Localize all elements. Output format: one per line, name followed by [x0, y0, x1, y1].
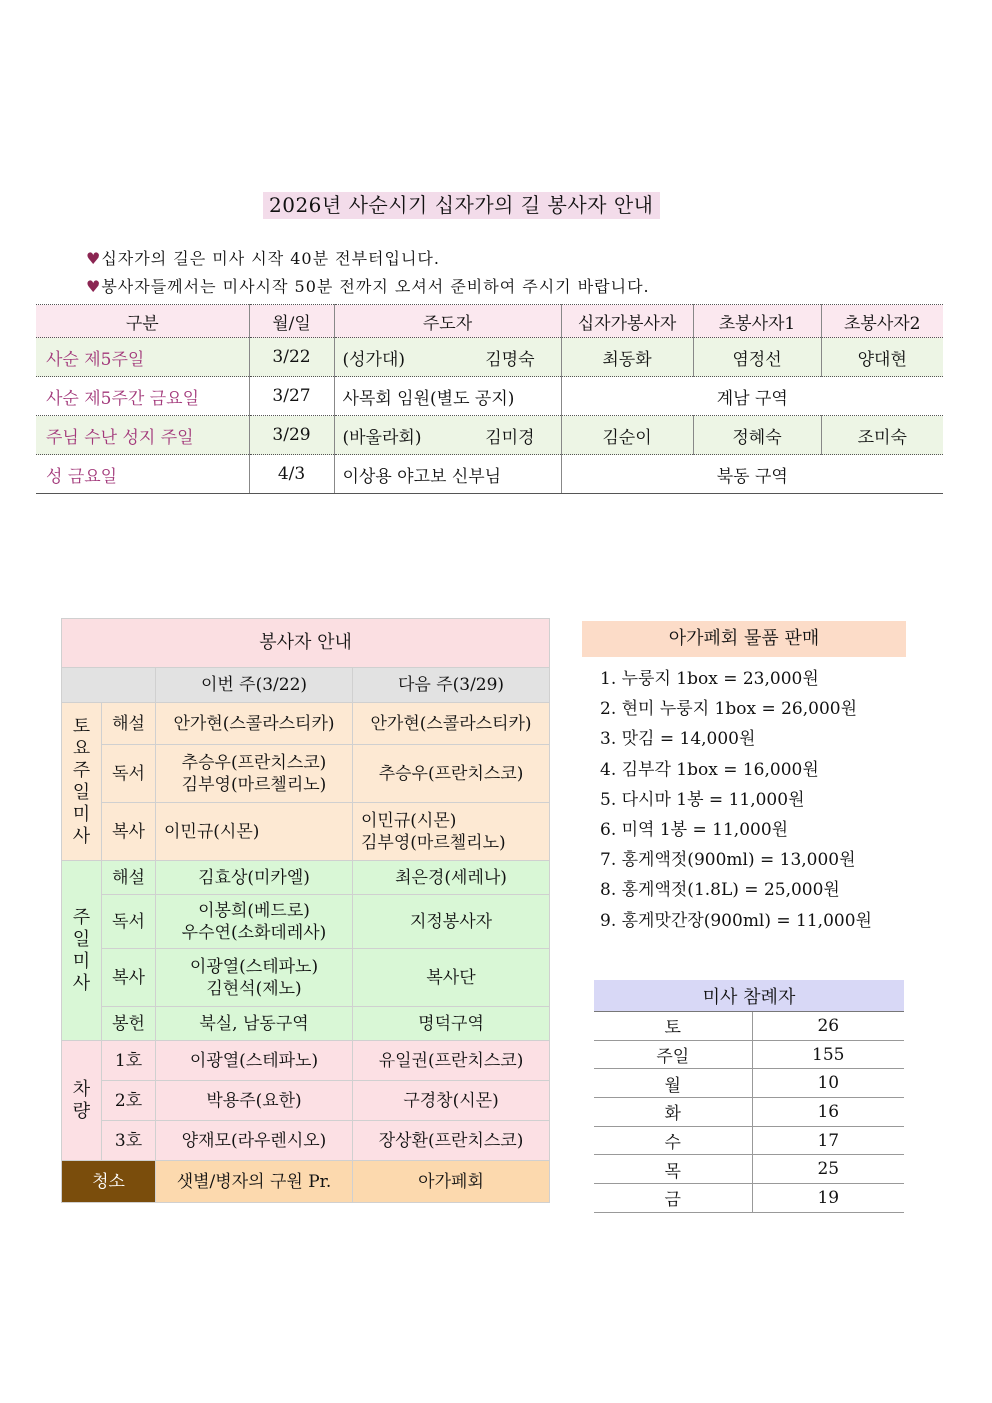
schedule-name: 사순 제5주간 금요일 — [36, 377, 249, 416]
schedule-cross: 최동화 — [561, 338, 693, 377]
schedule-header-row — [36, 305, 943, 338]
this-week-volunteer: 이민규(시몬) — [156, 803, 353, 861]
this-week-driver: 양재모(라우렌시오) — [156, 1121, 353, 1161]
heart-icon: ♥ — [86, 249, 102, 268]
attendance-count: 155 — [752, 1040, 904, 1069]
next-week-volunteer: 안가현(스콜라스티카) — [353, 703, 550, 745]
attendance-count: 10 — [752, 1069, 904, 1098]
notice-1 — [86, 246, 440, 269]
list-item: 7. 홍게액젓(900ml) = 13,000원 — [600, 850, 856, 871]
this-week-volunteer: 안가현(스콜라스티카) — [156, 703, 353, 745]
this-week-volunteer: 이광열(스테파노) 김현석(제노) — [156, 949, 353, 1007]
attendance-day: 목 — [594, 1155, 752, 1184]
table-row — [594, 1012, 904, 1041]
attendance-day: 토 — [594, 1012, 752, 1041]
leader-name: 김명숙 — [485, 349, 535, 370]
schedule-candle2: 양대현 — [821, 338, 943, 377]
notice-2-text: 봉사자들께서는 미사시작 50분 전까지 오셔서 준비하여 주시기 바랍니다. — [101, 277, 650, 296]
this-week-driver: 이광열(스테파노) — [156, 1041, 353, 1081]
table-row — [36, 455, 943, 494]
schedule-name: 성 금요일 — [36, 455, 249, 494]
this-week-volunteer: 이봉희(베드로) 우수연(소화데레사) — [156, 895, 353, 949]
notice-1-text: 십자가의 길은 미사 시작 40분 전부터입니다. — [101, 249, 440, 268]
schedule-cross: 김순이 — [561, 416, 693, 455]
car-number: 1호 — [102, 1041, 156, 1081]
next-week-volunteer: 복사단 — [353, 949, 550, 1007]
leader-name: 김미경 — [485, 427, 535, 448]
schedule-candle2: 조미숙 — [821, 416, 943, 455]
table-row — [594, 1126, 904, 1155]
schedule-leader: 이상용 야고보 신부님 — [334, 455, 561, 494]
attendance-table — [594, 980, 904, 1213]
role-label: 봉헌 — [102, 1007, 156, 1041]
schedule-candle1: 정혜숙 — [693, 416, 821, 455]
table-row — [594, 1098, 904, 1127]
next-week-volunteer: 최은경(세레나) — [353, 861, 550, 895]
header-category: 구분 — [36, 305, 249, 338]
header-candle1: 초봉사자1 — [693, 305, 821, 338]
list-item: 4. 김부각 1box = 16,000원 — [600, 759, 819, 780]
heart-icon: ♥ — [86, 277, 102, 296]
role-label: 복사 — [102, 803, 156, 861]
saturday-mass-label: 토 요 주 일 미 사 — [62, 703, 102, 861]
attendance-day: 월 — [594, 1069, 752, 1098]
schedule-assigned-area: 북동 구역 — [561, 455, 943, 494]
next-week-driver: 구경창(시몬) — [353, 1081, 550, 1121]
schedule-name: 사순 제5주일 — [36, 338, 249, 377]
next-week-volunteer: 지정봉사자 — [353, 895, 550, 949]
attendance-day: 주일 — [594, 1040, 752, 1069]
schedule-table — [36, 304, 943, 494]
schedule-assigned-area: 계남 구역 — [561, 377, 943, 416]
list-item: 1. 누룽지 1box = 23,000원 — [600, 669, 819, 689]
schedule-name: 주님 수난 성지 주일 — [36, 416, 249, 455]
car-number: 3호 — [102, 1121, 156, 1161]
schedule-leader — [334, 338, 561, 377]
table-row — [594, 1069, 904, 1098]
schedule-leader: 사목회 임원(별도 공지) — [334, 377, 561, 416]
list-item: 6. 미역 1봉 = 11,000원 — [600, 819, 789, 840]
header-date: 월/일 — [249, 305, 334, 338]
this-week-volunteer: 김효상(미카엘) — [156, 861, 353, 895]
schedule-date: 3/22 — [249, 338, 334, 377]
schedule-leader — [334, 416, 561, 455]
list-item: 2. 현미 누룽지 1box = 26,000원 — [600, 699, 858, 720]
table-row — [594, 1155, 904, 1184]
this-week-driver: 박용주(요한) — [156, 1081, 353, 1121]
sunday-mass-label: 주 일 미 사 — [62, 861, 102, 1041]
car-number: 2호 — [102, 1081, 156, 1121]
volunteer-title: 봉사자 안내 — [62, 619, 550, 668]
schedule-candle1: 염정선 — [693, 338, 821, 377]
sales-title: 아가페회 물품 판매 — [582, 621, 906, 657]
attendance-count: 25 — [752, 1155, 904, 1184]
role-label: 복사 — [102, 949, 156, 1007]
table-row — [36, 416, 943, 455]
this-week-volunteer: 북실, 남동구역 — [156, 1007, 353, 1041]
col-next-week: 다음 주(3/29) — [353, 668, 550, 703]
role-label: 독서 — [102, 895, 156, 949]
next-week-driver: 유일권(프란치스코) — [353, 1041, 550, 1081]
next-week-driver: 장상환(프란치스코) — [353, 1121, 550, 1161]
list-item: 5. 다시마 1봉 = 11,000원 — [600, 789, 805, 810]
volunteer-corner — [62, 668, 156, 703]
list-item: 3. 맛김 = 14,000원 — [600, 729, 756, 750]
attendance-day: 화 — [594, 1098, 752, 1127]
header-cross: 십자가봉사자 — [561, 305, 693, 338]
schedule-date: 4/3 — [249, 455, 334, 494]
table-row — [36, 377, 943, 416]
header-candle2: 초봉사자2 — [821, 305, 943, 338]
notice-2 — [86, 274, 650, 297]
attendance-day: 금 — [594, 1184, 752, 1213]
attendance-day: 수 — [594, 1126, 752, 1155]
role-label: 해설 — [102, 703, 156, 745]
schedule-date: 3/27 — [249, 377, 334, 416]
next-week-volunteer: 추승우(프란치스코) — [353, 745, 550, 803]
attendance-title: 미사 참례자 — [594, 980, 904, 1012]
header-leader: 주도자 — [334, 305, 561, 338]
car-label: 차 량 — [62, 1041, 102, 1161]
col-this-week: 이번 주(3/22) — [156, 668, 353, 703]
attendance-count: 26 — [752, 1012, 904, 1041]
this-week-volunteer: 추승우(프란치스코) 김부영(마르첼리노) — [156, 745, 353, 803]
cleaning-next-week: 아가페회 — [353, 1161, 550, 1203]
next-week-volunteer: 이민규(시몬) 김부영(마르첼리노) — [353, 803, 550, 861]
table-row — [594, 1184, 904, 1213]
role-label: 해설 — [102, 861, 156, 895]
role-label: 독서 — [102, 745, 156, 803]
table-row — [36, 338, 943, 377]
volunteer-table — [61, 618, 550, 1203]
leader-group: (성가대) — [342, 349, 406, 370]
leader-group: (바울라회) — [342, 427, 422, 448]
attendance-count: 16 — [752, 1098, 904, 1127]
cleaning-this-week: 샛별/병자의 구원 Pr. — [156, 1161, 353, 1203]
sales-list — [600, 664, 872, 936]
next-week-volunteer: 명덕구역 — [353, 1007, 550, 1041]
attendance-count: 17 — [752, 1126, 904, 1155]
table-row — [594, 1040, 904, 1069]
attendance-count: 19 — [752, 1184, 904, 1213]
page-title: 2026년 사순시기 십자가의 길 봉사자 안내 — [263, 192, 660, 219]
schedule-date: 3/29 — [249, 416, 334, 455]
list-item: 9. 홍게맛간장(900ml) = 11,000원 — [600, 910, 872, 931]
cleaning-label: 청소 — [62, 1161, 156, 1203]
list-item: 8. 홍게액젓(1.8L) = 25,000원 — [600, 880, 840, 901]
